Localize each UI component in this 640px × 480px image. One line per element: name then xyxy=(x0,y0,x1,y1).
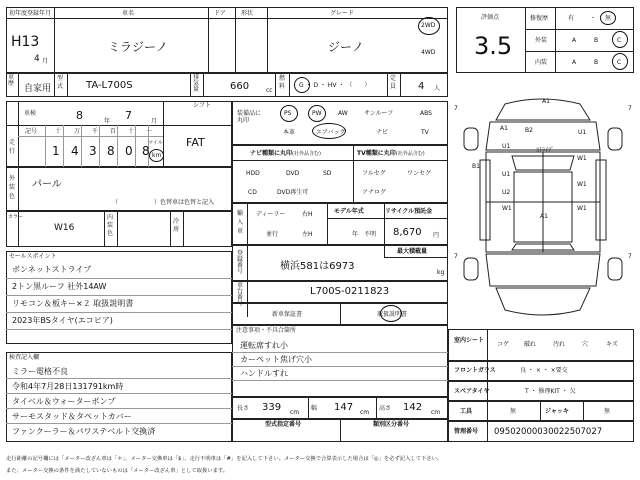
diagram-mark-w1-4: W1 xyxy=(502,205,512,212)
header-row xyxy=(6,7,448,73)
drive-4wd: 4WD xyxy=(421,49,436,56)
inspection-month: 7 xyxy=(125,109,132,122)
exterior-c: C xyxy=(617,37,622,44)
first-reg-month-unit: 月 xyxy=(42,58,49,65)
sheet-tear: 破れ xyxy=(524,341,537,348)
exterior-b: B xyxy=(594,37,599,44)
inspection-year: 8 xyxy=(76,109,83,122)
mileage-column-divider xyxy=(63,125,64,167)
inspector-label: 検査記入欄 xyxy=(9,354,40,361)
sales-point-0: ボンネットストライプ xyxy=(12,265,92,274)
type-label: 型式 xyxy=(57,75,64,90)
equipment-label: 装備品に丸印 xyxy=(237,110,262,124)
digit-label-4: 百 xyxy=(110,128,117,135)
tools-value: 無 xyxy=(510,408,517,415)
import-dealer: ディーラー xyxy=(256,211,286,218)
diagram-mark-seven-1: 7 xyxy=(454,105,458,112)
diagram-mark-u2: U2 xyxy=(502,189,511,196)
equip-ps: PS xyxy=(284,110,292,117)
diagram-mark-seven-4: 7 xyxy=(628,253,632,260)
recycle-label: リサイクル預託金 xyxy=(385,208,433,215)
front-glass-value: 良 ・ × ・ ×要交 xyxy=(520,367,568,374)
mileage-digit-5: 8 xyxy=(142,144,150,158)
mileage-column-divider xyxy=(45,125,46,167)
first-reg-month: 4 xyxy=(34,54,40,64)
import-left: 左H xyxy=(302,231,313,238)
diagram-mark-b2: B2 xyxy=(525,127,533,134)
footer-line-2: また、メーター交換の条件を満たしていないものは「メーター改ざん車」として取扱います。 xyxy=(6,468,229,474)
exterior-label: 外装 xyxy=(535,37,548,44)
note-1: カーペット焦げ穴小 xyxy=(240,355,312,364)
color-code-value: W16 xyxy=(54,223,75,233)
length-unit: cm xyxy=(290,409,300,416)
mileage-digit-3: 8 xyxy=(107,144,115,158)
tv-fullseg: フルセグ xyxy=(362,170,386,177)
cap-label: 定員 xyxy=(390,75,397,90)
front-glass-label: フロントガラス xyxy=(454,367,496,374)
navi-dvd: DVD xyxy=(286,170,300,177)
diagram-mark-w1-2: W1 xyxy=(577,181,587,188)
height-value: 142 xyxy=(403,402,423,413)
length-label: 長さ xyxy=(237,405,250,412)
repair-no: 無 xyxy=(605,15,612,22)
shift-value: FAT xyxy=(186,136,205,149)
plate-side-label: 登録番号 xyxy=(237,250,244,275)
diagram-mark-w1-1: W1 xyxy=(577,155,587,162)
disp-unit: cc xyxy=(266,87,273,94)
history-label: 車歴 xyxy=(8,74,15,87)
plate-value: 横浜581は6973 xyxy=(280,261,355,272)
mileage-column-divider xyxy=(135,125,136,167)
mileage-column-divider xyxy=(81,125,82,167)
mgmt-label: 管理番号 xyxy=(454,428,479,435)
diagram-mark-u1: U1 xyxy=(578,129,587,136)
sales-point-3: 2023年BSタイヤ(エコピア) xyxy=(12,316,113,325)
jack-label: ジャッキ xyxy=(545,408,569,415)
score-label: 評価点 xyxy=(481,14,500,21)
doors-label: ドア xyxy=(214,10,226,17)
interior-a: A xyxy=(572,59,577,66)
model-code: TA-L700S xyxy=(86,80,133,91)
registration-row xyxy=(6,73,448,97)
fuel-options: G ・ D ・ HV ・ （ ） xyxy=(299,82,371,89)
navi-cd: CD xyxy=(248,189,257,196)
diagram-mark-a1-bot: A1 xyxy=(540,213,548,220)
height-label: 高さ xyxy=(379,405,392,412)
inspector-note-0: ミラー電格不良 xyxy=(12,367,68,376)
length-value: 339 xyxy=(262,402,282,413)
mileage-digit-2: 3 xyxy=(89,144,97,158)
diagram-mark-u1-left: U1 xyxy=(502,171,511,178)
sales-point-1: 2トン黒ルーフ 社外14AW xyxy=(12,282,107,291)
recycle-value: 8,670 xyxy=(393,227,422,238)
inspection-block xyxy=(6,101,232,167)
first-reg-label: 初年度登録年月 xyxy=(9,10,52,17)
exterior-color-value: パール xyxy=(32,179,62,190)
equip-leather: 本革 xyxy=(283,129,296,136)
interior-color-label: 内装色 xyxy=(107,214,114,237)
import-parallel: 並行 xyxy=(266,231,279,238)
color-code-label: カラー xyxy=(8,214,24,220)
interior-c: C xyxy=(617,59,622,66)
sheet-burn: コゲ xyxy=(497,341,510,348)
width-value: 147 xyxy=(334,402,354,413)
repair-label: 修復歴 xyxy=(530,15,549,22)
chassis-value: L700S-0211823 xyxy=(310,286,390,297)
manual: 取扱説明書 xyxy=(377,311,408,318)
diagram-mark-a1-left: A1 xyxy=(500,125,508,132)
notes-label: 注意事項・不具合箇所 xyxy=(236,327,297,334)
mileage-column-divider xyxy=(99,125,100,167)
grade: ジーノ xyxy=(328,40,364,54)
inspector-note-1: 令和4年7月28日131791km時 xyxy=(12,382,124,391)
navi-hdd: HDD xyxy=(246,170,260,177)
note-0: 運転席すれ小 xyxy=(240,341,288,350)
digit-label-5: 十 xyxy=(128,128,135,135)
digit-label-3: 千 xyxy=(92,128,99,135)
jack-value: 無 xyxy=(604,408,611,415)
footer-line-1: 走行距離の記号欄には「メーター改ざん車は「＊」、メーター交換車は「$」、走行不明車は「#」を記入して下さい。メーター交換で合算表示した場合は「◎」を必ず記入して下さい。 xyxy=(6,456,443,462)
exterior-a: A xyxy=(572,37,577,44)
equip-navi: ナビ xyxy=(376,129,389,136)
spare-tire-value: T ・ 修理KIT ・ 欠 xyxy=(525,388,576,395)
sales-point-2: リモコン＆板キー×２ 取扱説明書 xyxy=(12,299,134,308)
displacement: 660 xyxy=(230,81,250,92)
digit-label-2: 万 xyxy=(74,128,81,135)
exterior-color-note: （ ）色替車は色替と記入 xyxy=(112,199,215,206)
diagram-mark-a1-top: A1 xyxy=(542,98,550,105)
sheet-hole: 穴 xyxy=(582,341,589,348)
inspector-note-4: ファンクーラー＆パワステベルト交換済 xyxy=(12,427,156,436)
recycle-unit: 円 xyxy=(433,232,440,239)
mileage-mile: マイル xyxy=(148,140,163,146)
class-number-label: 類別区分番号 xyxy=(373,421,410,428)
mileage-km: km xyxy=(152,152,162,159)
note-2: ハンドルすれ xyxy=(240,369,288,378)
diagram-mark-seven-2: 7 xyxy=(628,105,632,112)
type-designation-label: 型式指定番号 xyxy=(265,421,302,428)
warranty: 新車保証書 xyxy=(272,311,303,318)
score-value: 3.5 xyxy=(474,32,513,60)
spare-tire-label: スペアタイヤ xyxy=(454,388,490,395)
sales-points-label: セールスポイント xyxy=(9,253,57,260)
disp-label: 排気量 xyxy=(193,74,200,93)
tv-analog: アナログ xyxy=(362,189,387,196)
chassis-side-label: 車台番号 xyxy=(237,282,244,307)
cooling-label: 冷房 xyxy=(173,218,180,233)
inspection-month-unit: 月 xyxy=(151,118,158,125)
equip-abs: ABS xyxy=(420,110,432,117)
width-label: 幅 xyxy=(311,405,318,412)
equip-tv: TV xyxy=(421,129,429,136)
import-right: 右H xyxy=(302,211,313,218)
first-reg-year: H13 xyxy=(11,34,40,50)
sheet-dirt: 汚れ xyxy=(553,341,566,348)
inspection-label: 車検 xyxy=(24,110,37,117)
repair-yes: 有 xyxy=(568,15,575,22)
height-unit: cm xyxy=(431,409,441,416)
equip-sunroof: サンルーフ xyxy=(364,110,394,117)
diagram-mark-w1-3: W1 xyxy=(577,205,587,212)
tv-label: TV種類に丸印(社外品含む) xyxy=(357,150,425,157)
capacity: 4 xyxy=(418,81,425,92)
equip-airbag: エアバック xyxy=(316,129,346,136)
mileage-digit-4: 0 xyxy=(125,144,133,158)
diagram-mark-seven-3: 7 xyxy=(454,253,458,260)
inspector-note-2: タイベル＆ウォーターポンプ xyxy=(12,397,116,406)
mileage-side-label: 走行 xyxy=(9,139,16,155)
import-side-label: 輸入車 xyxy=(237,210,244,235)
equip-aw: AW xyxy=(338,110,348,117)
car-name-label: 車名 xyxy=(122,10,135,17)
digit-label-0: 記号 xyxy=(25,128,38,135)
diagram-mark-stripe: ｽﾄﾗｲﾌﾟ xyxy=(536,147,555,154)
interior-label: 内装 xyxy=(535,59,548,66)
digit-label-1: 十 xyxy=(55,128,62,135)
mileage-digit-0: 1 xyxy=(52,144,60,158)
exterior-color-side-label: 外装色 xyxy=(9,175,16,200)
cap-unit: 人 xyxy=(434,85,441,92)
repair-dot: ・ xyxy=(590,15,597,22)
grade-label: グレード xyxy=(330,10,355,17)
mileage-digit-1: 4 xyxy=(71,144,79,158)
navi-label: ナビ種類に丸印(社外品含む) xyxy=(250,150,321,157)
diagram-mark-b1: B1 xyxy=(472,163,480,170)
digit-label-6: 一 xyxy=(146,128,153,135)
model-year-value: 年 不明 xyxy=(352,231,377,238)
color-code-block xyxy=(6,211,232,247)
width-unit: cm xyxy=(360,409,370,416)
diagram-mark-u1-b: U1 xyxy=(502,143,511,150)
navi-sd: SD xyxy=(323,170,332,177)
equipment-block xyxy=(232,101,448,145)
car-name: ミラジーノ xyxy=(108,40,168,54)
inspector-note-3: サーモスタッド＆タペットカバー xyxy=(12,412,132,421)
shape-label: 形状 xyxy=(241,10,254,17)
fuel-label: 燃料 xyxy=(279,75,286,90)
shift-label: シフト xyxy=(193,102,212,109)
car-use: 自家用 xyxy=(24,84,52,94)
tools-label: 工具 xyxy=(460,408,473,415)
model-year-label: モデル年式 xyxy=(334,208,364,215)
car-diagram xyxy=(450,90,636,326)
mgmt-value: 09502000030022507027 xyxy=(494,427,603,437)
load-unit: kg xyxy=(437,269,445,276)
max-load-label: 最大積載量 xyxy=(397,248,428,255)
tv-oneseg: ワンセグ xyxy=(407,170,432,177)
sheet-scratch: キズ xyxy=(606,341,618,348)
equip-pw: PW xyxy=(312,110,322,117)
mileage-column-divider xyxy=(117,125,118,167)
interior-b: B xyxy=(594,59,599,66)
interior-sheet-label: 室内シート xyxy=(454,337,485,344)
drive-2wd: 2WD xyxy=(421,22,436,29)
navi-dvd-play: DVD再生可 xyxy=(277,189,309,196)
inspection-year-unit: 年 xyxy=(104,118,111,125)
